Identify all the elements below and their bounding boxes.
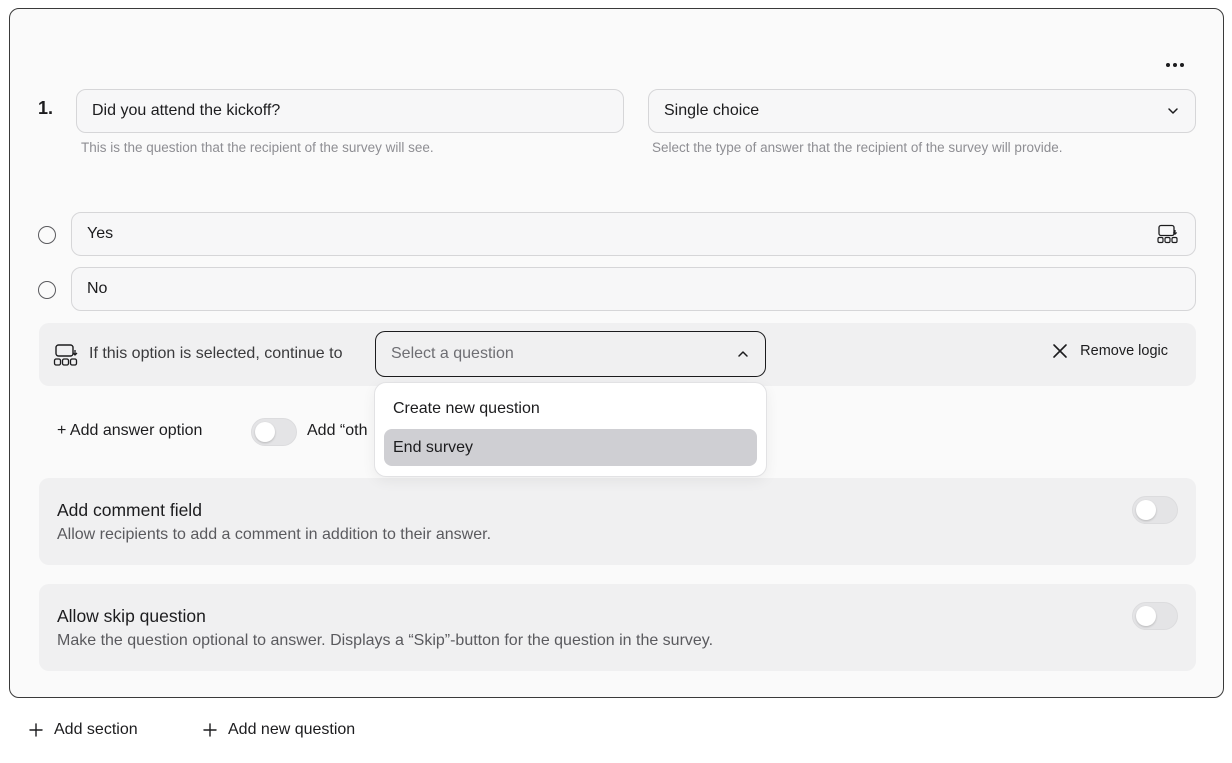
option-radio-no[interactable] bbox=[38, 281, 56, 299]
question-text-value: Did you attend the kickoff? bbox=[92, 102, 281, 119]
dropdown-item-end-survey[interactable]: End survey bbox=[384, 429, 757, 466]
option-radio-yes[interactable] bbox=[38, 226, 56, 244]
answer-option-label: Yes bbox=[87, 225, 114, 242]
continue-to-dropdown bbox=[374, 382, 767, 477]
skip-question-setting bbox=[39, 584, 1196, 671]
plus-icon bbox=[28, 722, 44, 738]
question-text-helper: This is the question that the recipient of the survey will see. bbox=[81, 140, 434, 155]
more-options-icon[interactable] bbox=[1163, 53, 1187, 77]
comment-field-description: Allow recipients to add a comment in addition to their answer. bbox=[57, 526, 492, 543]
close-icon bbox=[1052, 343, 1068, 359]
add-section-label: Add section bbox=[54, 721, 138, 738]
remove-logic-label: Remove logic bbox=[1080, 343, 1168, 359]
comment-field-toggle[interactable] bbox=[1132, 496, 1178, 524]
answer-option-no[interactable] bbox=[71, 267, 1196, 311]
add-other-label: Add “oth bbox=[307, 422, 368, 439]
add-other-toggle[interactable] bbox=[251, 418, 297, 446]
skip-question-title: Allow skip question bbox=[57, 606, 206, 626]
logic-label: If this option is selected, continue to bbox=[89, 345, 343, 362]
continue-to-placeholder: Select a question bbox=[391, 345, 514, 362]
add-answer-option-button[interactable]: + Add answer option bbox=[57, 422, 203, 439]
add-new-question-button[interactable] bbox=[202, 721, 355, 739]
branch-logic-icon bbox=[53, 343, 79, 367]
dropdown-item-create-new-question[interactable]: Create new question bbox=[393, 399, 540, 417]
question-number: 1. bbox=[38, 98, 54, 118]
skip-question-toggle[interactable] bbox=[1132, 602, 1178, 630]
plus-icon bbox=[202, 722, 218, 738]
add-new-question-label: Add new question bbox=[228, 721, 356, 738]
chevron-up-icon bbox=[736, 347, 750, 361]
question-text-input[interactable] bbox=[76, 89, 624, 133]
answer-option-yes[interactable] bbox=[71, 212, 1196, 256]
question-type-value: Single choice bbox=[664, 102, 760, 119]
add-section-button[interactable] bbox=[28, 721, 138, 739]
question-card bbox=[9, 8, 1224, 698]
logic-icon[interactable] bbox=[1156, 222, 1180, 246]
logic-row bbox=[39, 323, 1196, 386]
skip-question-description: Make the question optional to answer. Displays a “Skip”-button for the question in the survey. bbox=[57, 632, 714, 649]
continue-to-select[interactable] bbox=[375, 331, 766, 377]
remove-logic-button[interactable] bbox=[1052, 343, 1168, 359]
comment-field-setting bbox=[39, 478, 1196, 565]
chevron-down-icon bbox=[1166, 104, 1180, 118]
question-type-select[interactable] bbox=[648, 89, 1196, 133]
answer-option-label: No bbox=[87, 280, 108, 297]
question-type-helper: Select the type of answer that the recipient of the survey will provide. bbox=[652, 140, 1063, 155]
comment-field-title: Add comment field bbox=[57, 500, 202, 520]
